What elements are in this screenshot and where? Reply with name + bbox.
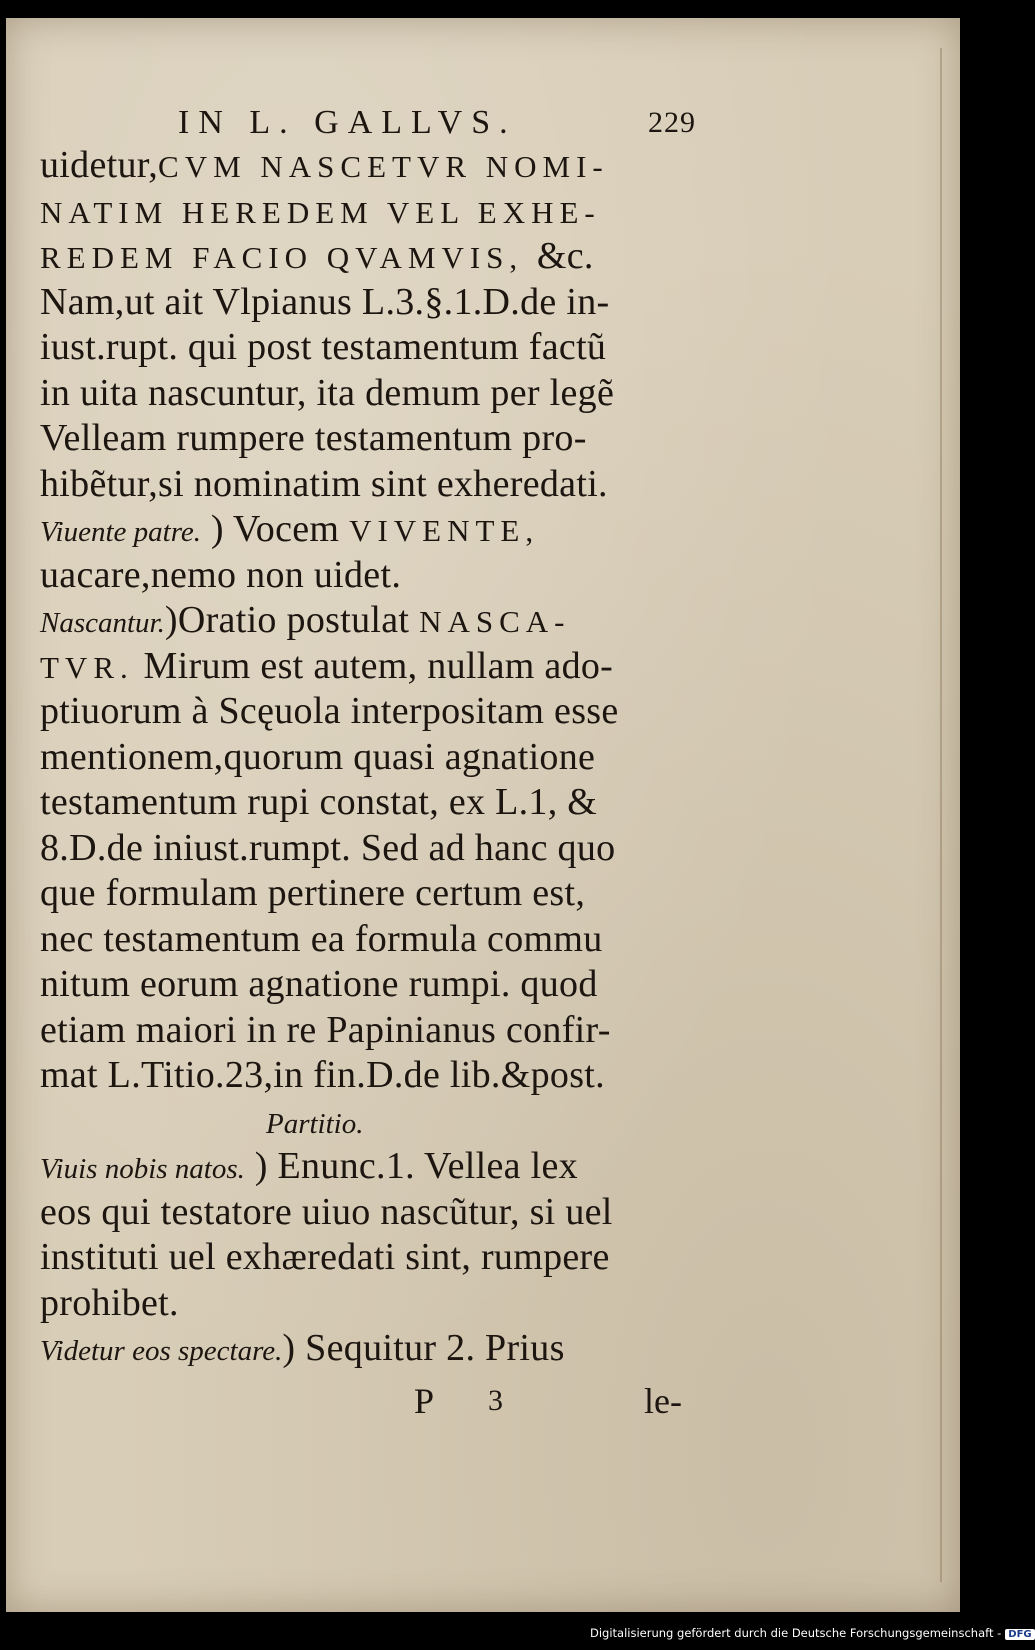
text-line — [40, 735, 680, 781]
signature-line — [40, 1380, 680, 1425]
text-line — [40, 280, 680, 326]
text-line — [40, 234, 680, 280]
footer-text: Digitalisierung gefördert durch die Deutsche Forschungsgemeinschaft - — [590, 1626, 1002, 1640]
line-text: 8.D.de iniust.rumpt. Sed ad hanc quo — [40, 826, 616, 869]
lemma-text: Nascantur. — [40, 607, 165, 639]
text-line — [40, 1235, 680, 1281]
line-text: que formulam pertinere certum est, — [40, 872, 586, 914]
text-line — [40, 1190, 680, 1236]
line-text: Nam,ut ait Vlpianus L.3.§.1.D.de in- — [40, 280, 610, 323]
text-line — [40, 1099, 680, 1145]
smallcaps-text: TVR. — [40, 649, 134, 685]
running-head — [40, 104, 696, 144]
text-line — [40, 826, 680, 872]
smallcaps-text: REDEM FACIO QVAMVIS, — [40, 240, 537, 275]
line-text: nitum eorum agnatione rumpi. quod — [40, 963, 598, 1005]
body-text — [40, 143, 680, 1372]
line-text: nec testamentum ea formula commu — [40, 917, 603, 960]
line-text: testamentum rupi constat, ex L.1, & — [40, 781, 598, 823]
text-line — [40, 416, 680, 462]
line-text: mat L.Titio.23,in fin.D.de lib.&post. — [40, 1054, 605, 1096]
text-line — [40, 553, 680, 599]
text-line — [40, 189, 680, 235]
text-line — [40, 143, 680, 189]
signature-mark: P — [414, 1381, 435, 1421]
text-line — [40, 871, 680, 917]
line-text: Velleam rumpere testamentum pro- — [40, 417, 587, 459]
text-line — [40, 598, 680, 644]
lemma-text: Viuente patre. — [40, 516, 202, 548]
running-head-title: IN L. GALLVS. — [178, 104, 517, 141]
line-text: &c. — [536, 235, 594, 277]
text-line — [40, 1326, 680, 1372]
text-line — [40, 1053, 680, 1099]
text-line — [40, 962, 680, 1008]
line-text: )Oratio postulat — [164, 599, 420, 641]
digitization-footer — [590, 1626, 1032, 1650]
catchword: le- — [644, 1381, 682, 1421]
line-text: ptiuorum à Scęuola interpositam esse — [40, 690, 619, 732]
line-text: instituti uel exhæredati sint, rumpere — [40, 1236, 610, 1278]
line-text: iust.rupt. qui post testamentum factũ — [40, 326, 607, 368]
lemma-text: Viuis nobis natos. — [40, 1153, 245, 1185]
line-text: mentionem,quorum quasi agnatione — [40, 735, 596, 778]
line-text: eos qui testatore uiuo nascũtur, si uel — [40, 1190, 613, 1233]
smallcaps-text: VIVENTE, — [349, 513, 540, 548]
text-line — [40, 644, 680, 690]
smallcaps-text: NASCA- — [419, 604, 571, 639]
line-text: Mirum est autem, nullam ado- — [133, 644, 614, 687]
text-line — [40, 1144, 680, 1190]
lemma-text: Videtur eos spectare. — [40, 1335, 283, 1367]
text-line — [40, 689, 680, 735]
text-line — [40, 780, 680, 826]
page-number: 229 — [648, 106, 696, 139]
text-line — [40, 1008, 680, 1054]
text-line — [40, 325, 680, 371]
line-text: in uita nascuntur, ita demum per legẽ — [40, 371, 615, 414]
line-text: prohibet. — [40, 1281, 179, 1324]
text-line — [40, 507, 680, 553]
text-line — [40, 462, 680, 508]
line-text: uidetur, — [40, 144, 159, 186]
dfg-logo: DFG — [1005, 1629, 1034, 1640]
line-text: ) Sequitur 2. Prius — [282, 1327, 565, 1369]
smallcaps-text: CVM NASCETVR NOMI- — [158, 149, 609, 184]
smallcaps-text: NATIM HEREDEM VEL EXHE- — [40, 194, 601, 230]
line-text: ) Enunc.1. Vellea lex — [244, 1145, 578, 1187]
line-text: ) Vocem — [201, 508, 350, 550]
line-text: etiam maiori in re Papinianus confir- — [40, 1008, 611, 1051]
text-line — [40, 371, 680, 417]
line-text: hibẽtur,si nominatim sint exheredati. — [40, 462, 608, 505]
text-line — [40, 1281, 680, 1327]
text-line — [40, 917, 680, 963]
signature-number: 3 — [488, 1384, 503, 1417]
line-text: uacare,nemo non uidet. — [40, 553, 402, 596]
lemma-text: Partitio. — [266, 1107, 364, 1140]
